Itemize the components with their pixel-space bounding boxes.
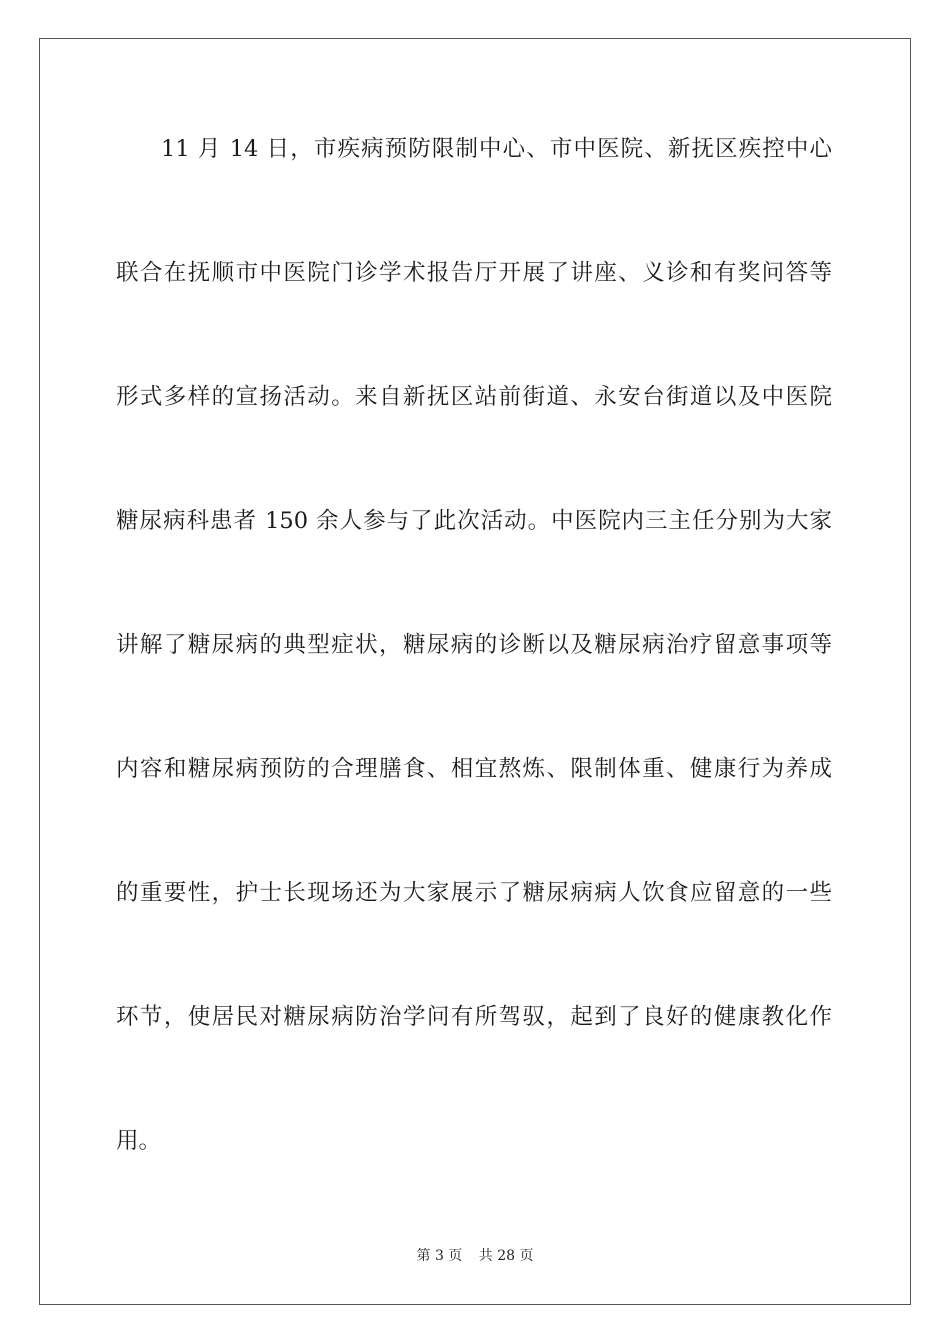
paragraph-line: 的重要性，护士长现场还为大家展示了糖尿病病人饮食应留意的一些 (116, 880, 832, 906)
paragraph-line: 糖尿病科患者 150 余人参与了此次活动。中医院内三主任分别为大家 (116, 508, 832, 534)
body-paragraph (116, 118, 832, 1234)
page-number: 第 3 页 (416, 1248, 463, 1264)
paragraph-line: 内容和糖尿病预防的合理膳食、相宜熬炼、限制体重、健康行为养成 (116, 756, 832, 782)
page-total: 共 28 页 (478, 1248, 534, 1264)
paragraph-line: 11 月 14 日，市疾病预防限制中心、市中医院、新抚区疾控中心 (161, 136, 832, 162)
paragraph-line: 形式多样的宣扬活动。来自新抚区站前街道、永安台街道以及中医院 (116, 384, 832, 410)
paragraph-line: 环节，使居民对糖尿病防治学问有所驾驭，起到了良好的健康教化作 (116, 1004, 832, 1030)
paragraph-line: 用。 (116, 1128, 162, 1154)
page-footer (0, 1245, 950, 1265)
paragraph-line: 讲解了糖尿病的典型症状，糖尿病的诊断以及糖尿病治疗留意事项等 (116, 632, 832, 658)
paragraph-line: 联合在抚顺市中医院门诊学术报告厅开展了讲座、义诊和有奖问答等 (116, 260, 832, 286)
